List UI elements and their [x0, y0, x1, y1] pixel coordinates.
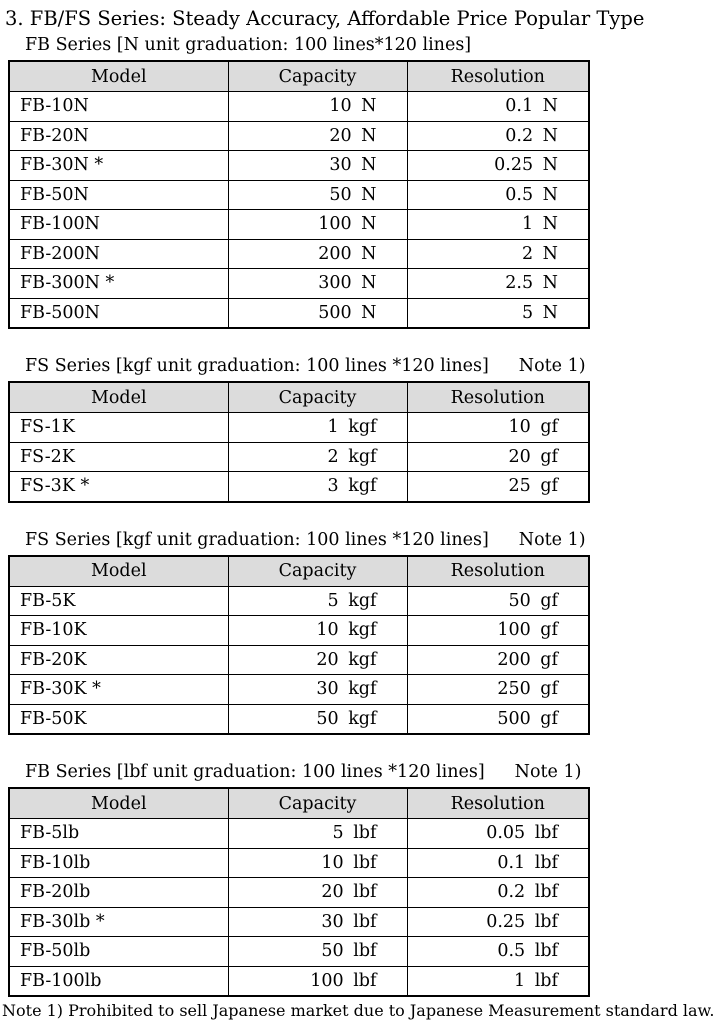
capacity-cell: 2 kgf: [228, 442, 407, 472]
resolution-cell: 50 gf: [407, 586, 589, 616]
model-cell: FB-200N: [9, 239, 228, 269]
resolution-cell: 100 gf: [407, 616, 589, 646]
capacity-cell: 30 lbf: [228, 907, 407, 937]
resolution-cell: 0.2 N: [407, 121, 589, 151]
resolution-cell: 0.1 N: [407, 92, 589, 122]
table-row: [9, 210, 589, 240]
capacity-cell: 10 lbf: [228, 848, 407, 878]
model-cell: FB-30lb *: [9, 907, 228, 937]
table-row: [9, 442, 589, 472]
table-header-row: [9, 556, 589, 587]
resolution-cell: 0.5 N: [407, 180, 589, 210]
resolution-cell: 0.2 lbf: [407, 878, 589, 908]
section-heading-text: FB Series [N unit graduation: 100 lines*120 lines]: [25, 35, 472, 55]
resolution-cell: 500 gf: [407, 704, 589, 734]
capacity-cell: 50 N: [228, 180, 407, 210]
table-row: [9, 645, 589, 675]
page-title: 3. FB/FS Series: Steady Accuracy, Affordable Price Popular Type: [5, 7, 645, 30]
resolution-cell: 1 lbf: [407, 966, 589, 996]
column-header-model: Model: [9, 382, 228, 413]
table-row: [9, 239, 589, 269]
table-row: [9, 966, 589, 996]
column-header-resolution: Resolution: [407, 788, 589, 819]
model-cell: FB-100lb: [9, 966, 228, 996]
table-row: [9, 413, 589, 443]
capacity-cell: 30 kgf: [228, 675, 407, 705]
table-row: [9, 92, 589, 122]
capacity-cell: 30 N: [228, 151, 407, 181]
column-header-model: Model: [9, 61, 228, 92]
resolution-cell: 0.25 N: [407, 151, 589, 181]
table-row: [9, 472, 589, 502]
capacity-cell: 20 N: [228, 121, 407, 151]
table-row: [9, 675, 589, 705]
model-cell: FB-100N: [9, 210, 228, 240]
resolution-cell: 200 gf: [407, 645, 589, 675]
capacity-cell: 10 kgf: [228, 616, 407, 646]
model-cell: FB-50lb: [9, 937, 228, 967]
capacity-cell: 50 kgf: [228, 704, 407, 734]
resolution-cell: 0.5 lbf: [407, 937, 589, 967]
resolution-cell: 25 gf: [407, 472, 589, 502]
section-heading: [25, 761, 678, 783]
table-row: [9, 298, 589, 328]
section-heading-note: Note 1): [518, 356, 586, 376]
model-cell: FS-1K: [9, 413, 228, 443]
resolution-cell: 2.5 N: [407, 269, 589, 299]
column-header-model: Model: [9, 556, 228, 587]
model-cell: FB-5K: [9, 586, 228, 616]
capacity-cell: 300 N: [228, 269, 407, 299]
section-heading-text: FS Series [kgf unit graduation: 100 lines *120 lines]: [25, 529, 489, 550]
table-header-row: [9, 61, 589, 92]
spec-table: [8, 381, 590, 503]
capacity-cell: 1 kgf: [228, 413, 407, 443]
spec-table: [8, 60, 590, 329]
model-cell: FB-50N: [9, 180, 228, 210]
table-row: [9, 704, 589, 734]
section-heading-text: FS Series [kgf unit graduation: 100 lines *120 lines]: [25, 356, 489, 376]
capacity-cell: 100 N: [228, 210, 407, 240]
resolution-cell: 5 N: [407, 298, 589, 328]
model-cell: FB-20lb: [9, 878, 228, 908]
capacity-cell: 50 lbf: [228, 937, 407, 967]
model-cell: FS-2K: [9, 442, 228, 472]
resolution-cell: 0.05 lbf: [407, 819, 589, 849]
model-cell: FB-50K: [9, 704, 228, 734]
table-row: [9, 819, 589, 849]
resolution-cell: 0.1 lbf: [407, 848, 589, 878]
model-cell: FB-30K *: [9, 675, 228, 705]
column-header-capacity: Capacity: [228, 61, 407, 92]
column-header-resolution: Resolution: [407, 556, 589, 587]
table-section: [0, 34, 678, 329]
table-section: [0, 529, 678, 736]
model-cell: FB-10N: [9, 92, 228, 122]
section-heading-note: Note 1): [518, 529, 586, 550]
resolution-cell: 1 N: [407, 210, 589, 240]
capacity-cell: 200 N: [228, 239, 407, 269]
table-row: [9, 848, 589, 878]
section-heading: [25, 34, 678, 56]
column-header-model: Model: [9, 788, 228, 819]
capacity-cell: 5 lbf: [228, 819, 407, 849]
model-cell: FB-5lb: [9, 819, 228, 849]
table-row: [9, 586, 589, 616]
table-row: [9, 180, 589, 210]
model-cell: FB-30N *: [9, 151, 228, 181]
table-row: [9, 616, 589, 646]
resolution-cell: 2 N: [407, 239, 589, 269]
capacity-cell: 500 N: [228, 298, 407, 328]
table-section: [0, 761, 678, 997]
section-heading-note: Note 1): [514, 762, 582, 782]
capacity-cell: 20 lbf: [228, 878, 407, 908]
tables-container: [0, 34, 678, 997]
table-section: [0, 355, 678, 503]
table-row: [9, 937, 589, 967]
resolution-cell: 20 gf: [407, 442, 589, 472]
model-cell: FB-10K: [9, 616, 228, 646]
table-row: [9, 907, 589, 937]
column-header-capacity: Capacity: [228, 556, 407, 587]
capacity-cell: 100 lbf: [228, 966, 407, 996]
table-row: [9, 151, 589, 181]
model-cell: FB-10lb: [9, 848, 228, 878]
footnote: Note 1) Prohibited to sell Japanese market due to Japanese Measurement standard law.: [2, 1001, 714, 1020]
column-header-capacity: Capacity: [228, 382, 407, 413]
resolution-cell: 0.25 lbf: [407, 907, 589, 937]
spec-table: [8, 787, 590, 997]
resolution-cell: 10 gf: [407, 413, 589, 443]
capacity-cell: 10 N: [228, 92, 407, 122]
section-heading: [25, 529, 678, 551]
capacity-cell: 5 kgf: [228, 586, 407, 616]
model-cell: FB-300N *: [9, 269, 228, 299]
table-header-row: [9, 788, 589, 819]
table-header-row: [9, 382, 589, 413]
column-header-resolution: Resolution: [407, 61, 589, 92]
capacity-cell: 3 kgf: [228, 472, 407, 502]
spec-table: [8, 555, 590, 736]
column-header-capacity: Capacity: [228, 788, 407, 819]
table-row: [9, 121, 589, 151]
model-cell: FS-3K *: [9, 472, 228, 502]
model-cell: FB-20K: [9, 645, 228, 675]
table-row: [9, 878, 589, 908]
column-header-resolution: Resolution: [407, 382, 589, 413]
model-cell: FB-500N: [9, 298, 228, 328]
model-cell: FB-20N: [9, 121, 228, 151]
section-heading: [25, 355, 678, 377]
table-row: [9, 269, 589, 299]
capacity-cell: 20 kgf: [228, 645, 407, 675]
resolution-cell: 250 gf: [407, 675, 589, 705]
section-heading-text: FB Series [lbf unit graduation: 100 lines *120 lines]: [25, 762, 485, 782]
